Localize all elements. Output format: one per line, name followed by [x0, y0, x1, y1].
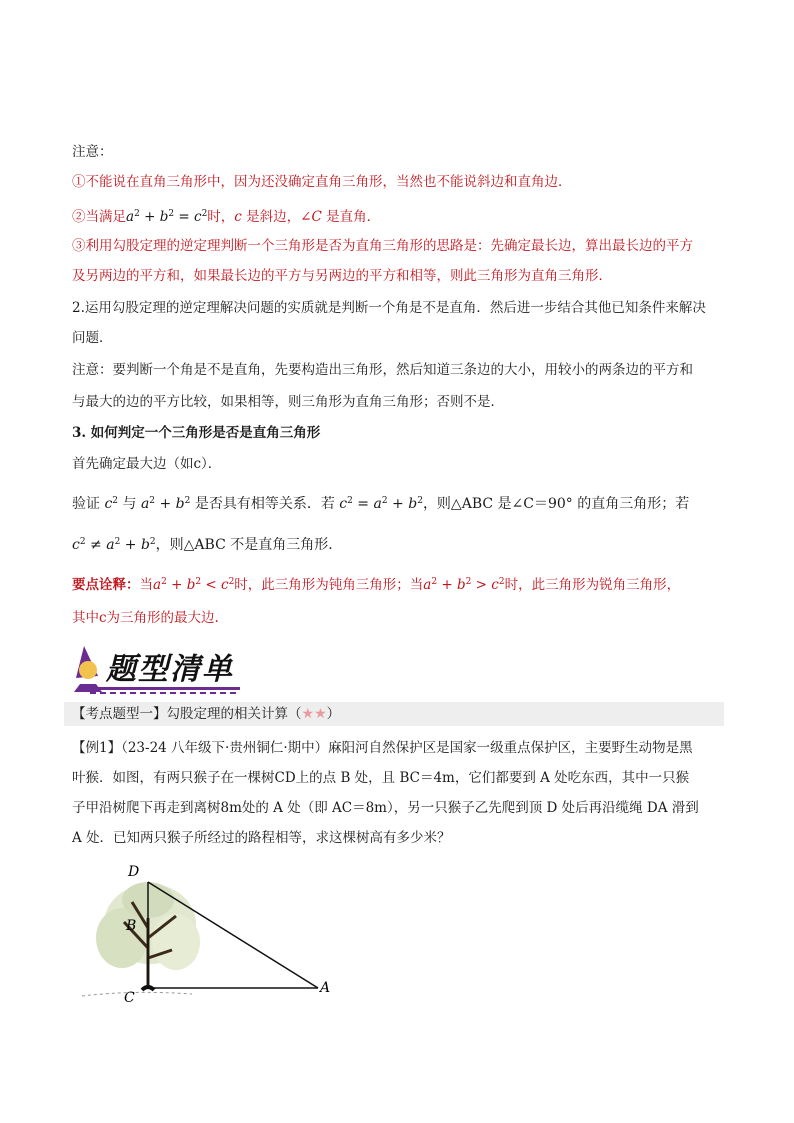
s3-c2: $c^2$ [104, 496, 119, 512]
s3-t4: ，则△ABC 是∠C＝90° 的直角三角形；若 [422, 496, 690, 512]
note-item-1: ①不能说在直角三角形中，因为还没确定直角三角形，当然也不能说斜边和直角边． [72, 174, 572, 190]
triangle-diagram [72, 858, 352, 1008]
note-item-2 [72, 204, 380, 227]
type-1-header-end: ） [326, 706, 341, 722]
note2-formula: $a^2 + b^2 = c^2$ [126, 209, 208, 225]
keypoint-t2: 时，此三角形为钝角三角形；当 [234, 577, 424, 593]
label-A: A [320, 980, 331, 996]
banner-title: 题型清单 [106, 652, 234, 687]
note2-mid2: 是斜边，∠ [241, 209, 312, 225]
s3-t3: 是否具有相等关系．若 [190, 496, 340, 512]
note2-var-c: c [234, 209, 242, 225]
paragraph-2-line1: 2.运用勾股定理的逆定理解决问题的实质就是判断一个角是不是直角．然后进一步结合其他已知条件来解决 [72, 300, 706, 316]
type-1-header-text: 【考点题型一】勾股定理的相关计算（ [72, 706, 302, 722]
example-line3: 子甲沿树爬下再走到离树8m处的 A 处（即 AC＝8m），另一只猴子乙先爬到顶 D 处后再沿缆绳 DA 滑到 [72, 800, 699, 816]
tree-triangle-figure [72, 858, 352, 1008]
s3-eq: $c^2 = a^2 + b^2$ [339, 496, 423, 512]
example-line1: 【例1】（23-24 八年级下·贵州铜仁·期中）麻阳河自然保护区是国家一级重点保护区，主要野生动物是黑 [72, 740, 693, 756]
s3-a2b2: $a^2 + b^2$ [140, 496, 191, 512]
star-icon: ★ [301, 706, 315, 722]
keypoint-line2: 其中c为三角形的最大边. [72, 610, 219, 626]
keypoint-label: 要点诠释： [72, 577, 140, 593]
note2-prefix: ②当满足 [72, 209, 126, 225]
note2-middle: 时， [207, 209, 235, 225]
s3-t1: 验证 [72, 496, 105, 512]
section-3-line1: 首先确定最大边（如c）． [72, 456, 222, 472]
example-line4: A 处．已知两只猴子所经过的路程相等，求这棵树高有多少米？ [72, 830, 451, 846]
label-C: C [124, 990, 135, 1006]
s3-neq: $c^2 \ne a^2 + b^2$ [72, 537, 156, 553]
note2-suffix: 是直角． [321, 209, 381, 225]
label-B: B [126, 918, 137, 934]
section-3-line2 [72, 491, 689, 514]
keypoint-t3: 时，此三角形为锐角三角形， [504, 577, 681, 593]
note-item-3-line1: ③利用勾股定理的逆定理判断一个三角形是否为直角三角形的思路是：先确定最长边，算出最长边的平方 [72, 238, 693, 254]
star-icon: ★ [314, 706, 327, 722]
keypoint-formula-1: $a^2 + b^2 < c^2$ [153, 577, 235, 593]
question-types-banner [72, 640, 242, 696]
note-4-line1: 注意：要判断一个角是不是直角，先要构造出三角形，然后知道三条边的大小，用较小的两条边的平方和 [72, 362, 693, 378]
note-item-3-line2: 及另两边的平方和，如果最长边的平方与另两边的平方和相等，则此三角形为直角三角形． [72, 268, 612, 284]
keypoint-t1: 当 [139, 577, 153, 593]
s3-t2: 与 [118, 496, 141, 512]
keypoint-formula-2: $a^2 + b^2 > c^2$ [423, 577, 505, 593]
note-label: 注意： [72, 144, 113, 160]
label-D: D [128, 864, 140, 880]
paragraph-2-line2: 问题． [72, 330, 113, 346]
note-4-line2: 与最大的边的平方比较，如果相等，则三角形为直角三角形；否则不是． [72, 394, 504, 410]
section-3-line3 [72, 532, 333, 555]
note2-angle-c: C [311, 209, 322, 225]
keypoint-line1 [72, 572, 680, 595]
s3-line3-text: ，则△ABC 不是直角三角形. [155, 537, 333, 553]
section-3-title: 3. 如何判定一个三角形是否是直角三角形 [72, 425, 321, 441]
example-line2: 叶猴．如图，有两只猴子在一棵树CD上的点 B 处，且 BC＝4m，它们都要到 A 处吃东西，其中一只猴 [72, 770, 690, 786]
type-1-header [64, 702, 724, 726]
